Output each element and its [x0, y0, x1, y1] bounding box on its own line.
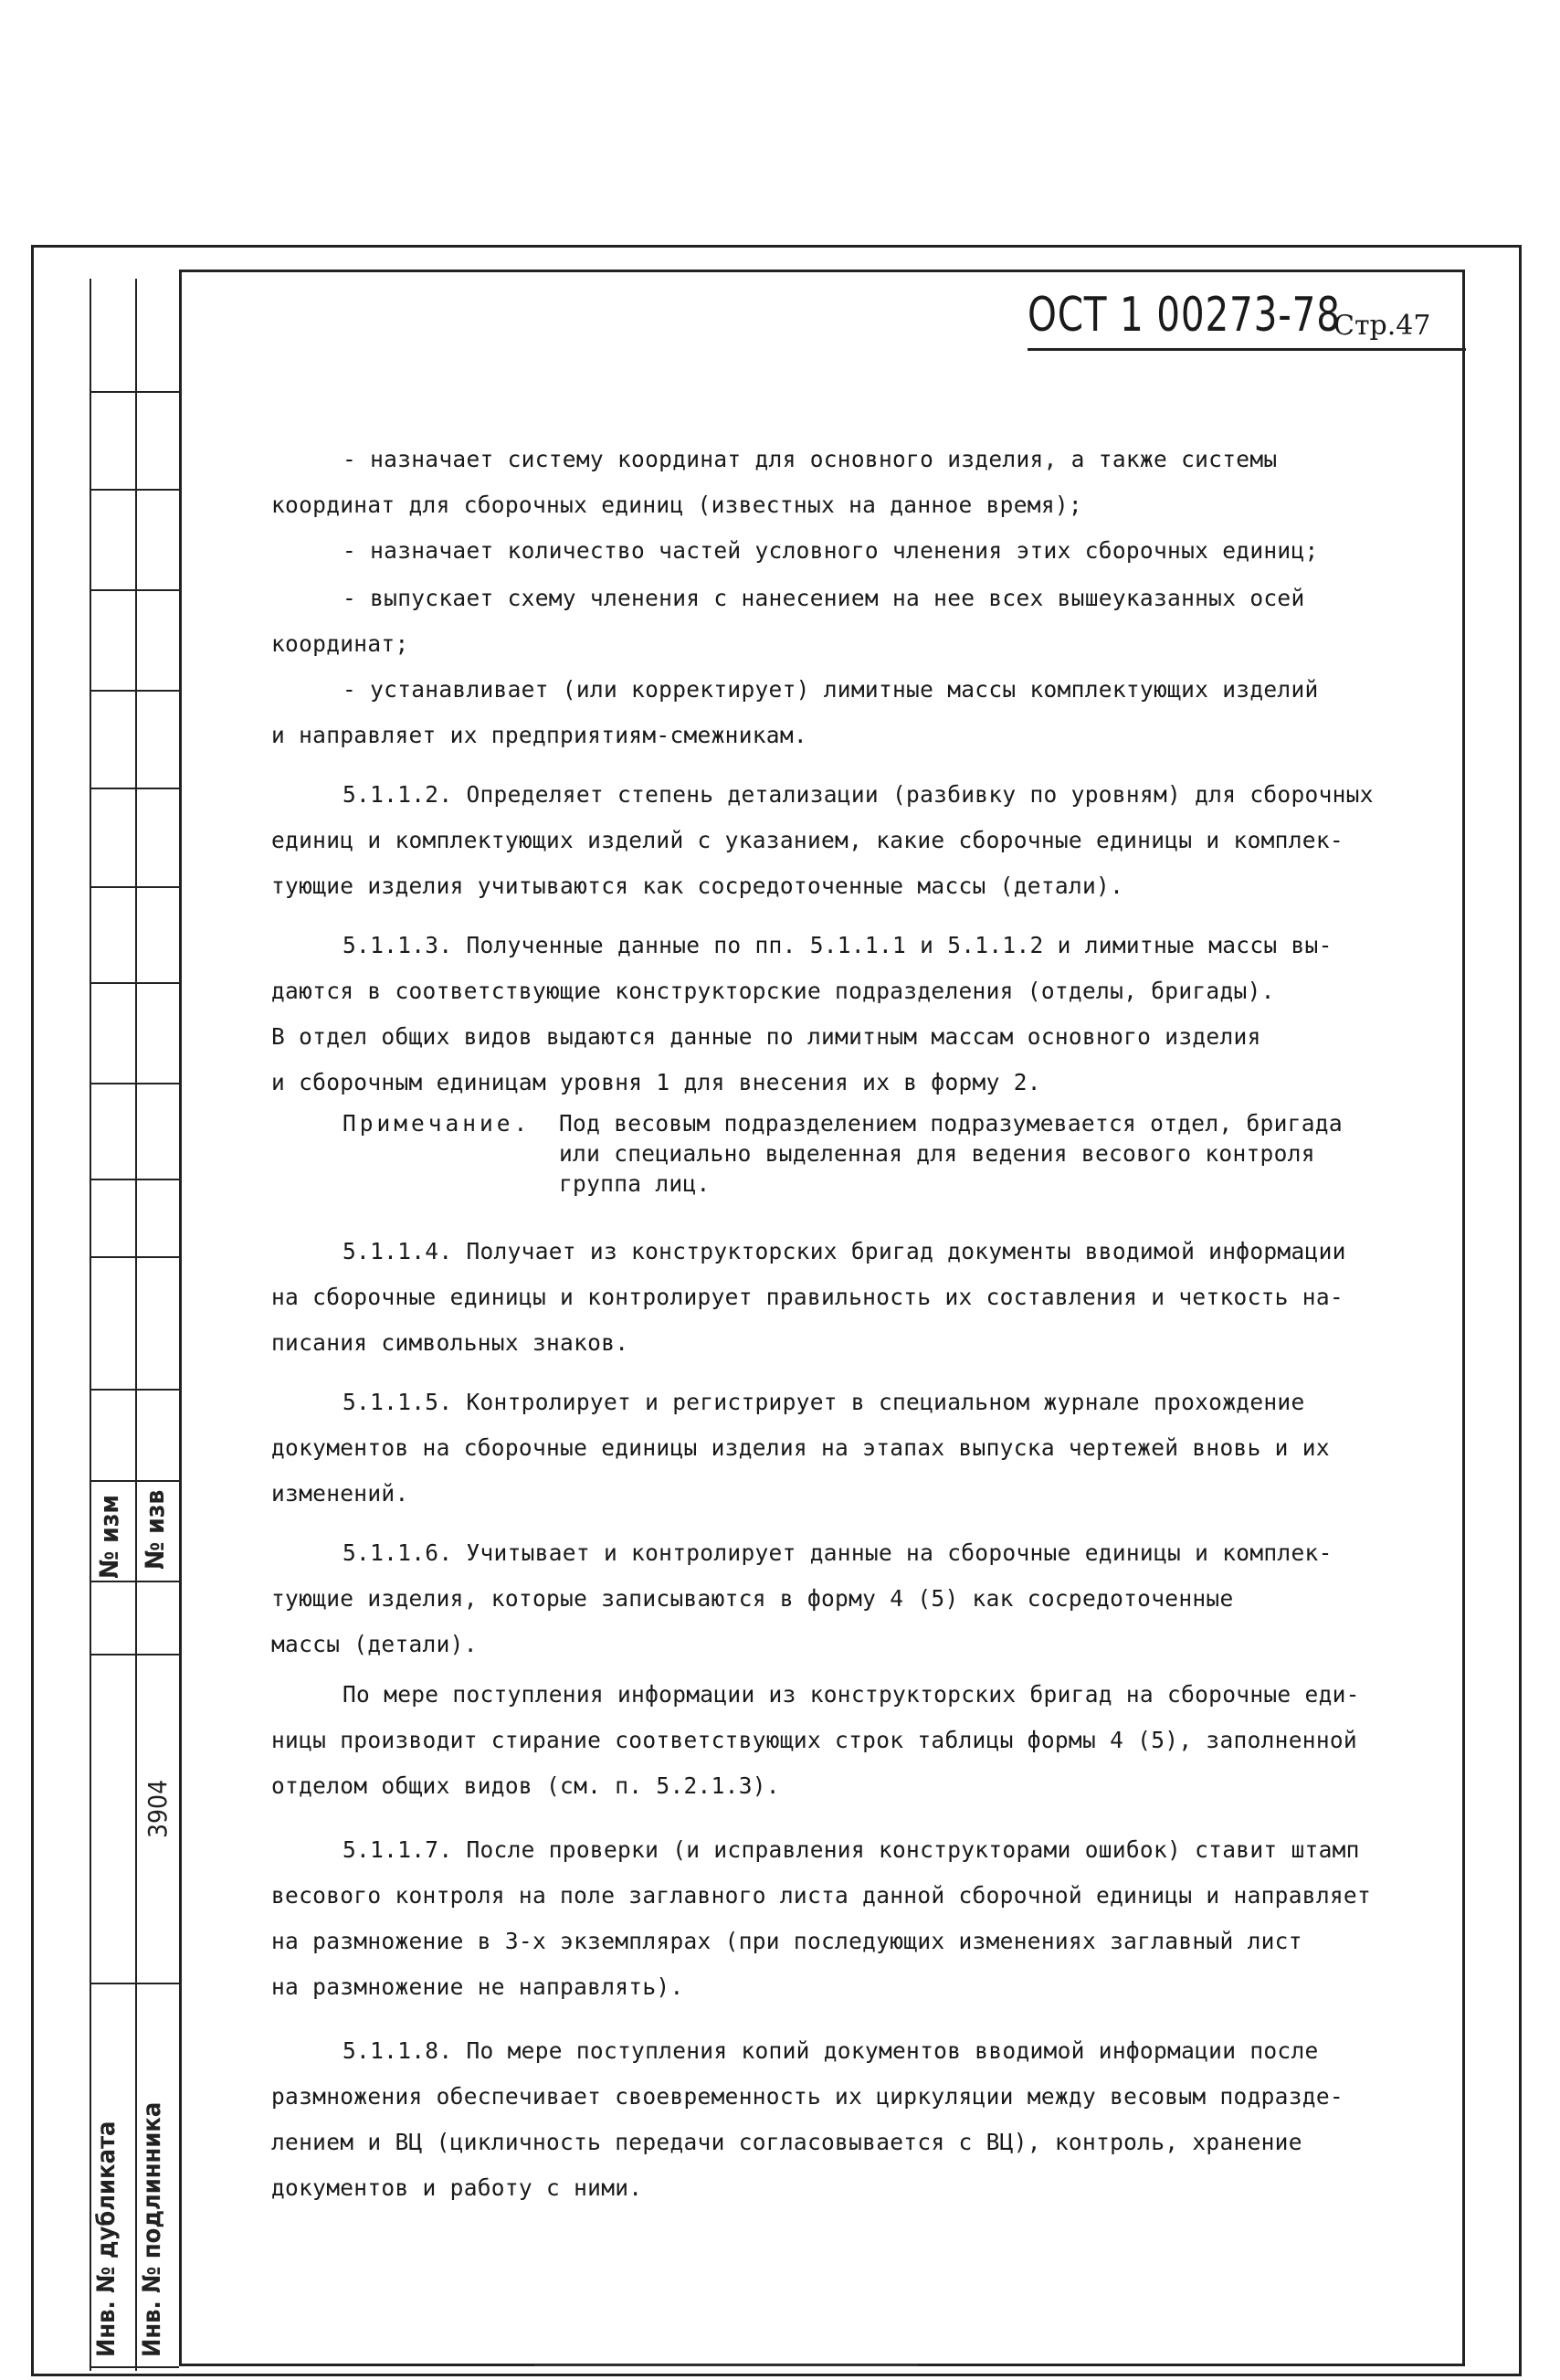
duplicate-inventory-label: Инв. № дубликата: [92, 2121, 121, 2357]
body-line: весового контроля на поле заглавного листа данной сборочной единицы и направляет: [271, 1882, 1372, 1909]
body-line: лением и ВЦ (цикличность передачи согласовывается с ВЦ), контроль, хранение: [271, 2129, 1302, 2155]
margin-rule: [90, 589, 179, 591]
body-line: координат;: [271, 630, 409, 657]
body-line: По мере поступления информации из конструкторских бригад на сборочные еди-: [343, 1681, 1360, 1708]
body-line: документов и работу с ними.: [271, 2174, 643, 2201]
body-line: размножения обеспечивает своевременность их циркуляции между весовым подразде-: [271, 2083, 1344, 2110]
margin-rule: [90, 2366, 179, 2368]
margin-rule: [90, 1179, 179, 1180]
margin-rule: [90, 1256, 179, 1258]
body-line: тующие изделия, которые записываются в форму 4 (5) как сосредоточенные: [271, 1585, 1234, 1612]
body-line: В отдел общих видов выдаются данные по лимитным массам основного изделия: [271, 1023, 1261, 1050]
note-line: группа лиц.: [559, 1170, 711, 1197]
margin-rule: [90, 982, 179, 984]
body-line: - выпускает схему членения с нанесением на нее всех вышеуказанных осей: [343, 585, 1305, 611]
body-line: 5.1.1.6. Учитывает и контролирует данные на сборочные единицы и комплек-: [343, 1539, 1333, 1566]
margin-stamp-column: [90, 279, 181, 2371]
page-number: 47: [1396, 310, 1431, 342]
margin-rule: [90, 391, 179, 393]
margin-rule: [90, 1983, 179, 1984]
body-line: 5.1.1.7. После проверки (и исправления конструкторами ошибок) ставит штамп: [343, 1836, 1360, 1863]
body-line: изменений.: [271, 1480, 409, 1507]
note-line: или специально выделенная для ведения весового контроля: [559, 1140, 1315, 1167]
original-inventory-label: Инв. № подлинника: [138, 2101, 166, 2357]
page-header: [1028, 288, 1466, 351]
body-line: и направляет их предприятиям-смежникам.: [271, 722, 807, 748]
body-line: единиц и комплектующих изделий с указанием, какие сборочные единицы и комплек-: [271, 827, 1344, 853]
body-line: документов на сборочные единицы изделия на этапах выпуска чертежей вновь и их: [271, 1434, 1330, 1461]
margin-rule: [90, 489, 179, 491]
body-line: и сборочным единицам уровня 1 для внесения их в форму 2.: [271, 1069, 1041, 1095]
margin-rule: [90, 788, 179, 789]
margin-rule: [90, 1581, 179, 1582]
body-line: на размножение в 3-х экземплярах (при последующих изменениях заглавный лист: [271, 1928, 1302, 1954]
body-line: на сборочные единицы и контролирует правильность их составления и четкость на-: [271, 1284, 1344, 1310]
margin-rule: [90, 690, 179, 692]
body-line: 5.1.1.5. Контролирует и регистрирует в специальном журнале прохождение: [343, 1389, 1305, 1415]
body-line: 5.1.1.8. По мере поступления копий документов вводимой информации после: [343, 2037, 1319, 2064]
margin-rule: [90, 1480, 179, 1482]
margin-divider: [135, 279, 137, 2371]
body-line: 5.1.1.2. Определяет степень детализации (разбивку по уровням) для сборочных: [343, 781, 1374, 808]
body-line: отделом общих видов (см. п. 5.2.1.3).: [271, 1772, 780, 1799]
body-line: даются в соответствующие конструкторские подразделения (отделы, бригады).: [271, 978, 1275, 1004]
body-line: тующие изделия учитываются как сосредоточенные массы (детали).: [271, 873, 1124, 899]
signature-number: 3904: [142, 1779, 173, 1838]
body-line: массы (детали).: [271, 1631, 478, 1657]
page-number-label: Стр.47: [1333, 310, 1431, 342]
note-line: Под весовым подразделением подразумевается отдел, бригада: [559, 1110, 1343, 1137]
margin-rule: [90, 1654, 179, 1655]
standard-code: ОСТ 1 00273-78: [1028, 288, 1341, 343]
margin-rule: [90, 1083, 179, 1084]
body-line: координат для сборочных единиц (известных на данное время);: [271, 492, 1082, 518]
margin-rule: [90, 1389, 179, 1391]
frame-bottom-line: [31, 2374, 1522, 2376]
scan-artifact: [534, 2364, 918, 2366]
izv-label: № изв: [140, 1489, 170, 1570]
note-label: Примечание.: [343, 1110, 532, 1137]
body-line: - назначает количество частей условного членения этих сборочных единиц;: [343, 537, 1319, 564]
body-line: 5.1.1.3. Полученные данные по пп. 5.1.1.1 и 5.1.1.2 и лимитные массы вы-: [343, 932, 1333, 958]
body-line: ницы производит стирание соответствующих строк таблицы формы 4 (5), заполненной: [271, 1727, 1357, 1753]
body-line: - устанавливает (или корректирует) лимитные массы комплектующих изделий: [343, 676, 1319, 703]
izm-label: № изм: [94, 1495, 124, 1579]
body-line: на размножение не направлять).: [271, 1973, 684, 2000]
body-line: 5.1.1.4. Получает из конструкторских бригад документы вводимой информации: [343, 1238, 1346, 1264]
margin-rule: [90, 886, 179, 888]
body-line: писания символьных знаков.: [271, 1329, 629, 1356]
body-line: - назначает систему координат для основного изделия, а также системы: [343, 446, 1278, 472]
